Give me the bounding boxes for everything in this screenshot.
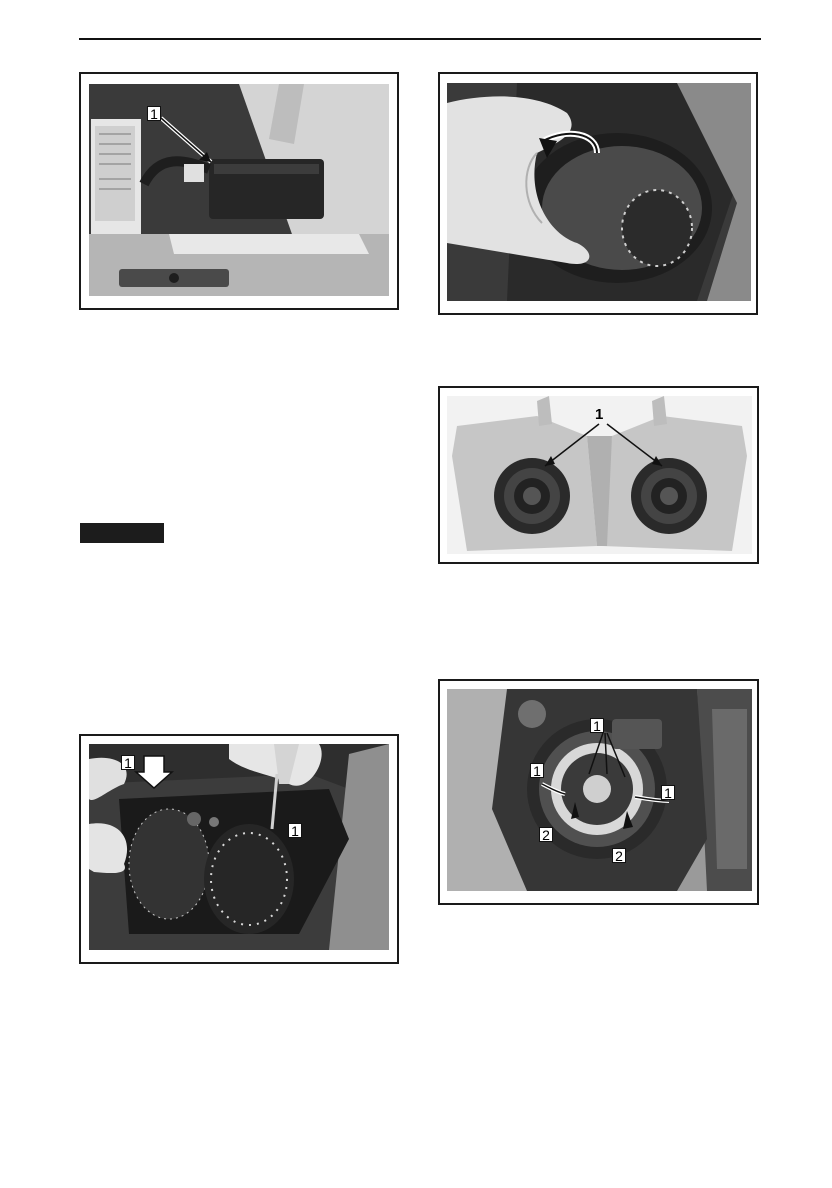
callout-2-right: 2 — [612, 848, 626, 863]
figure-gauge-removal — [438, 72, 758, 315]
callout-1-left: 1 — [530, 763, 544, 778]
callout-2-left: 2 — [539, 827, 553, 842]
callout-1: 1 — [147, 106, 161, 121]
photo-module-compartment — [89, 84, 389, 296]
photo-gauge-removal — [447, 83, 751, 301]
figure-gauge-screwdriver — [79, 734, 399, 964]
notice-tab — [80, 523, 164, 543]
photo-gauge-screwdriver — [89, 744, 389, 950]
callout-1-right: 1 — [288, 823, 302, 838]
callout-1-top: 1 — [590, 718, 604, 733]
callout-1-left: 1 — [121, 755, 135, 770]
callout-1: 1 — [595, 406, 604, 423]
figure-bulb-housing — [438, 679, 759, 905]
figure-module-compartment — [79, 72, 399, 310]
figure-bulb-sockets — [438, 386, 759, 564]
callout-1-right: 1 — [661, 785, 675, 800]
header-rule — [79, 38, 761, 40]
